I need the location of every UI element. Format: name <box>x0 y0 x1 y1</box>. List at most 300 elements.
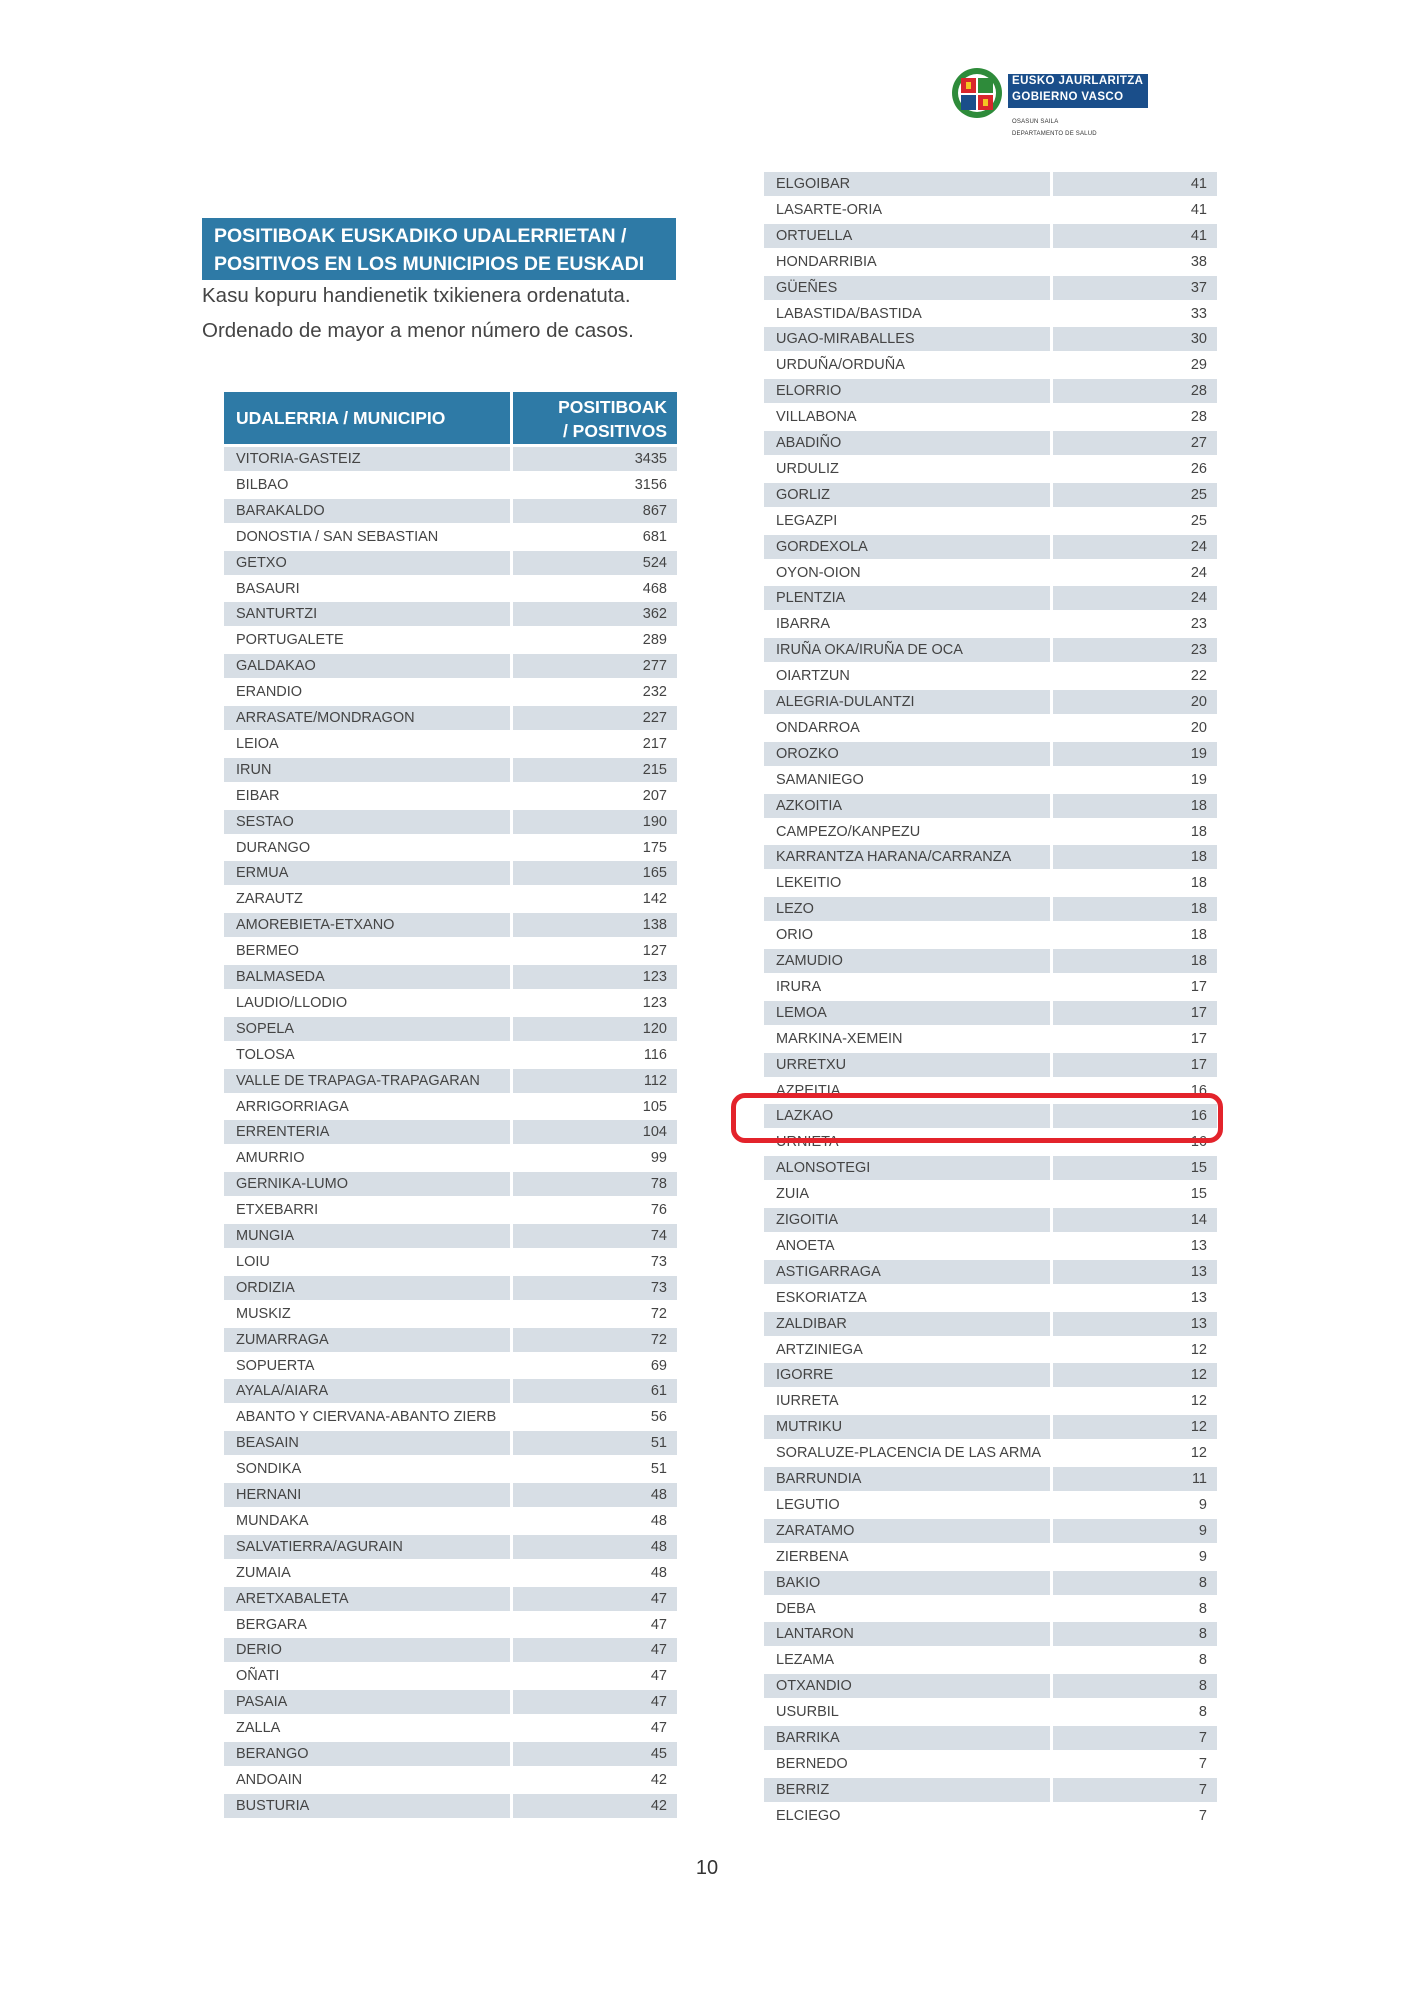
positives-value: 20 <box>1053 690 1217 714</box>
positives-value: 24 <box>1053 535 1217 559</box>
positives-value: 28 <box>1053 379 1217 403</box>
municipality-name: SALVATIERRA/AGURAIN <box>224 1535 510 1559</box>
table-row <box>224 1716 677 1740</box>
municipality-name: SORALUZE-PLACENCIA DE LAS ARMA <box>764 1441 1050 1465</box>
positives-value: 25 <box>1053 483 1217 507</box>
table-row <box>224 706 677 730</box>
municipality-name: IRURA <box>764 975 1050 999</box>
positives-value: 41 <box>1053 224 1217 248</box>
positives-value: 14 <box>1053 1208 1217 1232</box>
municipality-name: ZUMARRAGA <box>224 1328 510 1352</box>
table-row <box>224 1535 677 1559</box>
title-line2: POSITIVOS EN LOS MUNICIPIOS DE EUSKADI <box>214 253 645 275</box>
municipality-name: PLENTZIA <box>764 586 1050 610</box>
header-municipality: UDALERRIA / MUNICIPIO <box>224 392 510 444</box>
positives-value: 13 <box>1053 1234 1217 1258</box>
municipality-name: SOPUERTA <box>224 1354 510 1378</box>
table-row <box>224 680 677 704</box>
table-row <box>224 991 677 1015</box>
table-row <box>764 871 1217 895</box>
municipality-name: LEKEITIO <box>764 871 1050 895</box>
positives-value: 19 <box>1053 742 1217 766</box>
table-row <box>224 784 677 808</box>
positives-value: 26 <box>1053 457 1217 481</box>
positives-value: 12 <box>1053 1338 1217 1362</box>
positives-value: 38 <box>1053 250 1217 274</box>
municipality-name: USURBIL <box>764 1700 1050 1724</box>
table-row <box>224 758 677 782</box>
table-row <box>224 1379 677 1403</box>
municipality-name: ETXEBARRI <box>224 1198 510 1222</box>
table-row <box>764 975 1217 999</box>
table-row <box>764 353 1217 377</box>
positives-value: 73 <box>513 1276 677 1300</box>
table-row <box>764 1545 1217 1569</box>
table-row <box>224 1120 677 1144</box>
municipality-name: ASTIGARRAGA <box>764 1260 1050 1284</box>
table-row <box>764 1778 1217 1802</box>
positives-value: 217 <box>513 732 677 756</box>
table-row <box>224 1664 677 1688</box>
subtitle-line2: Ordenado de mayor a menor número de casos. <box>202 319 634 342</box>
positives-value: 468 <box>513 577 677 601</box>
municipality-name: OÑATI <box>224 1664 510 1688</box>
municipality-name: AYALA/AIARA <box>224 1379 510 1403</box>
table-row <box>224 1768 677 1792</box>
municipality-name: ARTZINIEGA <box>764 1338 1050 1362</box>
municipality-name: ZALDIBAR <box>764 1312 1050 1336</box>
municipality-name: SAMANIEGO <box>764 768 1050 792</box>
municipality-name: URRETXU <box>764 1053 1050 1077</box>
positives-value: 289 <box>513 628 677 652</box>
positives-value: 8 <box>1053 1648 1217 1672</box>
municipality-name: BILBAO <box>224 473 510 497</box>
municipality-name: OIARTZUN <box>764 664 1050 688</box>
table-row <box>764 897 1217 921</box>
table-row <box>224 1017 677 1041</box>
table-row <box>764 561 1217 585</box>
municipality-name: OYON-OION <box>764 561 1050 585</box>
title-line1: POSITIBOAK EUSKADIKO UDALERRIETAN / <box>214 225 627 247</box>
table-row <box>764 1053 1217 1077</box>
table-row <box>764 949 1217 973</box>
positives-value: 17 <box>1053 1001 1217 1025</box>
header-positives <box>513 392 677 444</box>
municipality-name: LEMOA <box>764 1001 1050 1025</box>
positives-value: 18 <box>1053 845 1217 869</box>
positives-value: 142 <box>513 887 677 911</box>
table-row <box>224 913 677 937</box>
table-row <box>764 379 1217 403</box>
municipality-name: GORDEXOLA <box>764 535 1050 559</box>
table-row <box>764 1467 1217 1491</box>
positives-value: 16 <box>1053 1104 1217 1128</box>
positives-value: 72 <box>513 1302 677 1326</box>
positives-value: 47 <box>513 1664 677 1688</box>
municipality-name: ARRIGORRIAGA <box>224 1095 510 1119</box>
municipality-name: IGORRE <box>764 1363 1050 1387</box>
table-row <box>764 1208 1217 1232</box>
positives-value: 207 <box>513 784 677 808</box>
positives-value: 8 <box>1053 1700 1217 1724</box>
table-row <box>224 887 677 911</box>
municipality-name: KARRANTZA HARANA/CARRANZA <box>764 845 1050 869</box>
table-row <box>224 1587 677 1611</box>
table-row <box>764 1363 1217 1387</box>
table-row <box>764 1027 1217 1051</box>
municipality-name: BAKIO <box>764 1571 1050 1595</box>
municipality-name: URNIETA <box>764 1130 1050 1154</box>
municipality-name: LEGAZPI <box>764 509 1050 533</box>
positives-value: 72 <box>513 1328 677 1352</box>
positives-value: 12 <box>1053 1363 1217 1387</box>
municipality-name: IURRETA <box>764 1389 1050 1413</box>
table-row <box>764 1648 1217 1672</box>
municipality-name: AMURRIO <box>224 1146 510 1170</box>
table-row <box>764 845 1217 869</box>
table-row <box>764 1286 1217 1310</box>
table-row <box>764 794 1217 818</box>
positives-value: 47 <box>513 1690 677 1714</box>
table-row <box>224 447 677 471</box>
positives-value: 45 <box>513 1742 677 1766</box>
table-row <box>224 602 677 626</box>
municipality-name: BASAURI <box>224 577 510 601</box>
positives-value: 69 <box>513 1354 677 1378</box>
table-row <box>764 586 1217 610</box>
positives-value: 190 <box>513 810 677 834</box>
table-row <box>224 1794 677 1818</box>
table-row <box>224 1224 677 1248</box>
municipality-name: IBARRA <box>764 612 1050 636</box>
municipality-name: AZPEITIA <box>764 1079 1050 1103</box>
positives-value: 232 <box>513 680 677 704</box>
table-row <box>224 628 677 652</box>
municipality-name: BERRIZ <box>764 1778 1050 1802</box>
table-row <box>764 1182 1217 1206</box>
positives-value: 47 <box>513 1587 677 1611</box>
municipality-name: AZKOITIA <box>764 794 1050 818</box>
municipality-name: LOIU <box>224 1250 510 1274</box>
table-row <box>764 923 1217 947</box>
positives-value: 17 <box>1053 1027 1217 1051</box>
municipality-name: LEZO <box>764 897 1050 921</box>
table-row <box>224 1250 677 1274</box>
table-row <box>764 1700 1217 1724</box>
positives-value: 13 <box>1053 1260 1217 1284</box>
municipality-name: ANDOAIN <box>224 1768 510 1792</box>
positives-value: 7 <box>1053 1752 1217 1776</box>
municipality-name: BERNEDO <box>764 1752 1050 1776</box>
municipality-name: TOLOSA <box>224 1043 510 1067</box>
table-row <box>224 1509 677 1533</box>
positives-value: 23 <box>1053 612 1217 636</box>
municipality-name: ANOETA <box>764 1234 1050 1258</box>
positives-value: 123 <box>513 965 677 989</box>
table-row <box>764 509 1217 533</box>
municipality-name: IRUN <box>224 758 510 782</box>
positives-value: 51 <box>513 1431 677 1455</box>
positives-value: 165 <box>513 861 677 885</box>
table-row <box>224 810 677 834</box>
table-row <box>764 198 1217 222</box>
municipality-name: ABADIÑO <box>764 431 1050 455</box>
positives-value: 15 <box>1053 1156 1217 1180</box>
positives-value: 48 <box>513 1535 677 1559</box>
municipality-name: ALONSOTEGI <box>764 1156 1050 1180</box>
municipality-name: ALEGRIA-DULANTZI <box>764 690 1050 714</box>
positives-value: 28 <box>1053 405 1217 429</box>
municipality-name: BERGARA <box>224 1613 510 1637</box>
municipality-name: ORIO <box>764 923 1050 947</box>
municipality-name: ABANTO Y CIERVANA-ABANTO ZIERB <box>224 1405 510 1429</box>
positives-value: 76 <box>513 1198 677 1222</box>
municipality-name: GETXO <box>224 551 510 575</box>
positives-value: 7 <box>1053 1778 1217 1802</box>
table-row <box>224 965 677 989</box>
table-row <box>764 276 1217 300</box>
table-row <box>224 1742 677 1766</box>
logo-line2: GOBIERNO VASCO <box>1012 91 1124 103</box>
municipality-name: ONDARROA <box>764 716 1050 740</box>
municipality-name: DONOSTIA / SAN SEBASTIAN <box>224 525 510 549</box>
table-row <box>224 1690 677 1714</box>
table-row <box>764 1260 1217 1284</box>
municipality-name: BARAKALDO <box>224 499 510 523</box>
positives-value: 8 <box>1053 1571 1217 1595</box>
positives-value: 123 <box>513 991 677 1015</box>
table-row <box>764 302 1217 326</box>
municipality-name: ZIERBENA <box>764 1545 1050 1569</box>
positives-value: 362 <box>513 602 677 626</box>
municipality-name: ZIGOITIA <box>764 1208 1050 1232</box>
municipality-name: BEASAIN <box>224 1431 510 1455</box>
positives-value: 41 <box>1053 172 1217 196</box>
positives-value: 24 <box>1053 586 1217 610</box>
positives-value: 227 <box>513 706 677 730</box>
logo-dept-line1: OSASUN SAILA <box>1012 119 1059 125</box>
municipality-name: LEZAMA <box>764 1648 1050 1672</box>
positives-value: 22 <box>1053 664 1217 688</box>
positives-value: 25 <box>1053 509 1217 533</box>
table-row <box>764 1001 1217 1025</box>
table-row <box>764 1571 1217 1595</box>
table-row <box>764 250 1217 274</box>
table-row <box>224 1302 677 1326</box>
table-row <box>764 1597 1217 1621</box>
positives-value: 8 <box>1053 1622 1217 1646</box>
table-row <box>224 577 677 601</box>
table-row <box>224 654 677 678</box>
positives-value: 867 <box>513 499 677 523</box>
positives-value: 56 <box>513 1405 677 1429</box>
municipality-name: MUTRIKU <box>764 1415 1050 1439</box>
table-row <box>764 1312 1217 1336</box>
table-row <box>224 1638 677 1662</box>
municipality-name: GERNIKA-LUMO <box>224 1172 510 1196</box>
positives-value: 73 <box>513 1250 677 1274</box>
positives-value: 42 <box>513 1768 677 1792</box>
positives-value: 42 <box>513 1794 677 1818</box>
table-row <box>224 1457 677 1481</box>
table-row <box>764 1415 1217 1439</box>
positives-value: 120 <box>513 1017 677 1041</box>
positives-value: 175 <box>513 836 677 860</box>
positives-value: 16 <box>1053 1130 1217 1154</box>
municipality-name: ZARAUTZ <box>224 887 510 911</box>
table-row <box>764 224 1217 248</box>
table-row <box>764 1156 1217 1180</box>
positives-value: 8 <box>1053 1597 1217 1621</box>
table-row <box>764 535 1217 559</box>
positives-value: 61 <box>513 1379 677 1403</box>
municipality-name: ZAMUDIO <box>764 949 1050 973</box>
municipality-name: AMOREBIETA-ETXANO <box>224 913 510 937</box>
municipality-name: EIBAR <box>224 784 510 808</box>
table-row <box>764 1519 1217 1543</box>
positives-value: 12 <box>1053 1415 1217 1439</box>
municipality-name: GALDAKAO <box>224 654 510 678</box>
table-row <box>764 327 1217 351</box>
positives-value: 9 <box>1053 1493 1217 1517</box>
table-row <box>224 1146 677 1170</box>
positives-value: 24 <box>1053 561 1217 585</box>
positives-value: 20 <box>1053 716 1217 740</box>
positives-value: 8 <box>1053 1674 1217 1698</box>
table-row <box>224 1043 677 1067</box>
positives-value: 13 <box>1053 1312 1217 1336</box>
municipality-name: BARRIKA <box>764 1726 1050 1750</box>
positives-value: 112 <box>513 1069 677 1093</box>
positives-value: 12 <box>1053 1441 1217 1465</box>
table-row <box>224 1483 677 1507</box>
municipality-name: ERRENTERIA <box>224 1120 510 1144</box>
table-row <box>224 1069 677 1093</box>
positives-value: 19 <box>1053 768 1217 792</box>
municipality-name: ESKORIATZA <box>764 1286 1050 1310</box>
positives-value: 681 <box>513 525 677 549</box>
municipality-name: URDULIZ <box>764 457 1050 481</box>
municipality-name: LABASTIDA/BASTIDA <box>764 302 1050 326</box>
table-row <box>764 690 1217 714</box>
municipality-name: UGAO-MIRABALLES <box>764 327 1050 351</box>
municipality-name: ZUIA <box>764 1182 1050 1206</box>
table-row <box>224 1431 677 1455</box>
municipality-name: ORTUELLA <box>764 224 1050 248</box>
positives-value: 47 <box>513 1638 677 1662</box>
positives-value: 27 <box>1053 431 1217 455</box>
table-row <box>224 1405 677 1429</box>
municipality-name: DEBA <box>764 1597 1050 1621</box>
positives-value: 7 <box>1053 1804 1217 1828</box>
table-row <box>224 525 677 549</box>
municipality-name: ELGOIBAR <box>764 172 1050 196</box>
municipality-name: ARRASATE/MONDRAGON <box>224 706 510 730</box>
table-row <box>764 638 1217 662</box>
table-row <box>224 1276 677 1300</box>
table-row <box>764 1441 1217 1465</box>
positives-value: 18 <box>1053 923 1217 947</box>
table-row <box>764 1389 1217 1413</box>
municipality-name: SONDIKA <box>224 1457 510 1481</box>
table-row <box>224 1613 677 1637</box>
municipality-name: MUNDAKA <box>224 1509 510 1533</box>
municipality-name: ZARATAMO <box>764 1519 1050 1543</box>
table-row <box>224 1561 677 1585</box>
positives-value: 17 <box>1053 975 1217 999</box>
municipality-name: ELORRIO <box>764 379 1050 403</box>
table-row <box>764 405 1217 429</box>
positives-value: 47 <box>513 1716 677 1740</box>
municipality-name: IRUÑA OKA/IRUÑA DE OCA <box>764 638 1050 662</box>
table-row <box>224 473 677 497</box>
municipality-name: BUSTURIA <box>224 1794 510 1818</box>
logo-line1: EUSKO JAURLARITZA <box>1012 75 1144 87</box>
positives-value: 277 <box>513 654 677 678</box>
table-row <box>764 483 1217 507</box>
positives-value: 116 <box>513 1043 677 1067</box>
table-row <box>764 1493 1217 1517</box>
municipality-name: LAUDIO/LLODIO <box>224 991 510 1015</box>
table-row <box>224 939 677 963</box>
municipality-name: LAZKAO <box>764 1104 1050 1128</box>
municipality-name: VALLE DE TRAPAGA-TRAPAGARAN <box>224 1069 510 1093</box>
positives-value: 13 <box>1053 1286 1217 1310</box>
basque-government-logo <box>950 64 1150 144</box>
highlight-lazkao-row <box>731 1093 1223 1143</box>
table-row <box>764 612 1217 636</box>
municipality-name: SOPELA <box>224 1017 510 1041</box>
municipality-name: MUNGIA <box>224 1224 510 1248</box>
table-row <box>764 664 1217 688</box>
municipality-name: ZALLA <box>224 1716 510 1740</box>
positives-value: 23 <box>1053 638 1217 662</box>
table-row <box>764 768 1217 792</box>
positives-value: 33 <box>1053 302 1217 326</box>
table-row <box>224 499 677 523</box>
municipality-name: GÜEÑES <box>764 276 1050 300</box>
municipality-name: SANTURTZI <box>224 602 510 626</box>
municipality-name: MARKINA-XEMEIN <box>764 1027 1050 1051</box>
municipality-name: VITORIA-GASTEIZ <box>224 447 510 471</box>
positives-value: 215 <box>513 758 677 782</box>
municipality-name: BERANGO <box>224 1742 510 1766</box>
municipality-name: BALMASEDA <box>224 965 510 989</box>
positives-value: 7 <box>1053 1726 1217 1750</box>
positives-value: 48 <box>513 1561 677 1585</box>
positives-value: 78 <box>513 1172 677 1196</box>
positives-value: 18 <box>1053 794 1217 818</box>
positives-value: 3435 <box>513 447 677 471</box>
table-row <box>764 457 1217 481</box>
header-positives-line1: POSITIBOAK <box>558 397 667 417</box>
municipality-name: BERMEO <box>224 939 510 963</box>
municipality-name: OROZKO <box>764 742 1050 766</box>
municipality-name: ERANDIO <box>224 680 510 704</box>
logo-dept-line2: DEPARTAMENTO DE SALUD <box>1012 131 1097 137</box>
table-row <box>764 1234 1217 1258</box>
municipality-name: LEIOA <box>224 732 510 756</box>
positives-value: 15 <box>1053 1182 1217 1206</box>
municipality-name: PASAIA <box>224 1690 510 1714</box>
positives-value: 51 <box>513 1457 677 1481</box>
municipality-name: PORTUGALETE <box>224 628 510 652</box>
municipality-name: BARRUNDIA <box>764 1467 1050 1491</box>
header-positives-line2: / POSITIVOS <box>562 421 667 441</box>
table-row <box>224 1328 677 1352</box>
table-row <box>224 836 677 860</box>
document-title <box>202 218 676 280</box>
